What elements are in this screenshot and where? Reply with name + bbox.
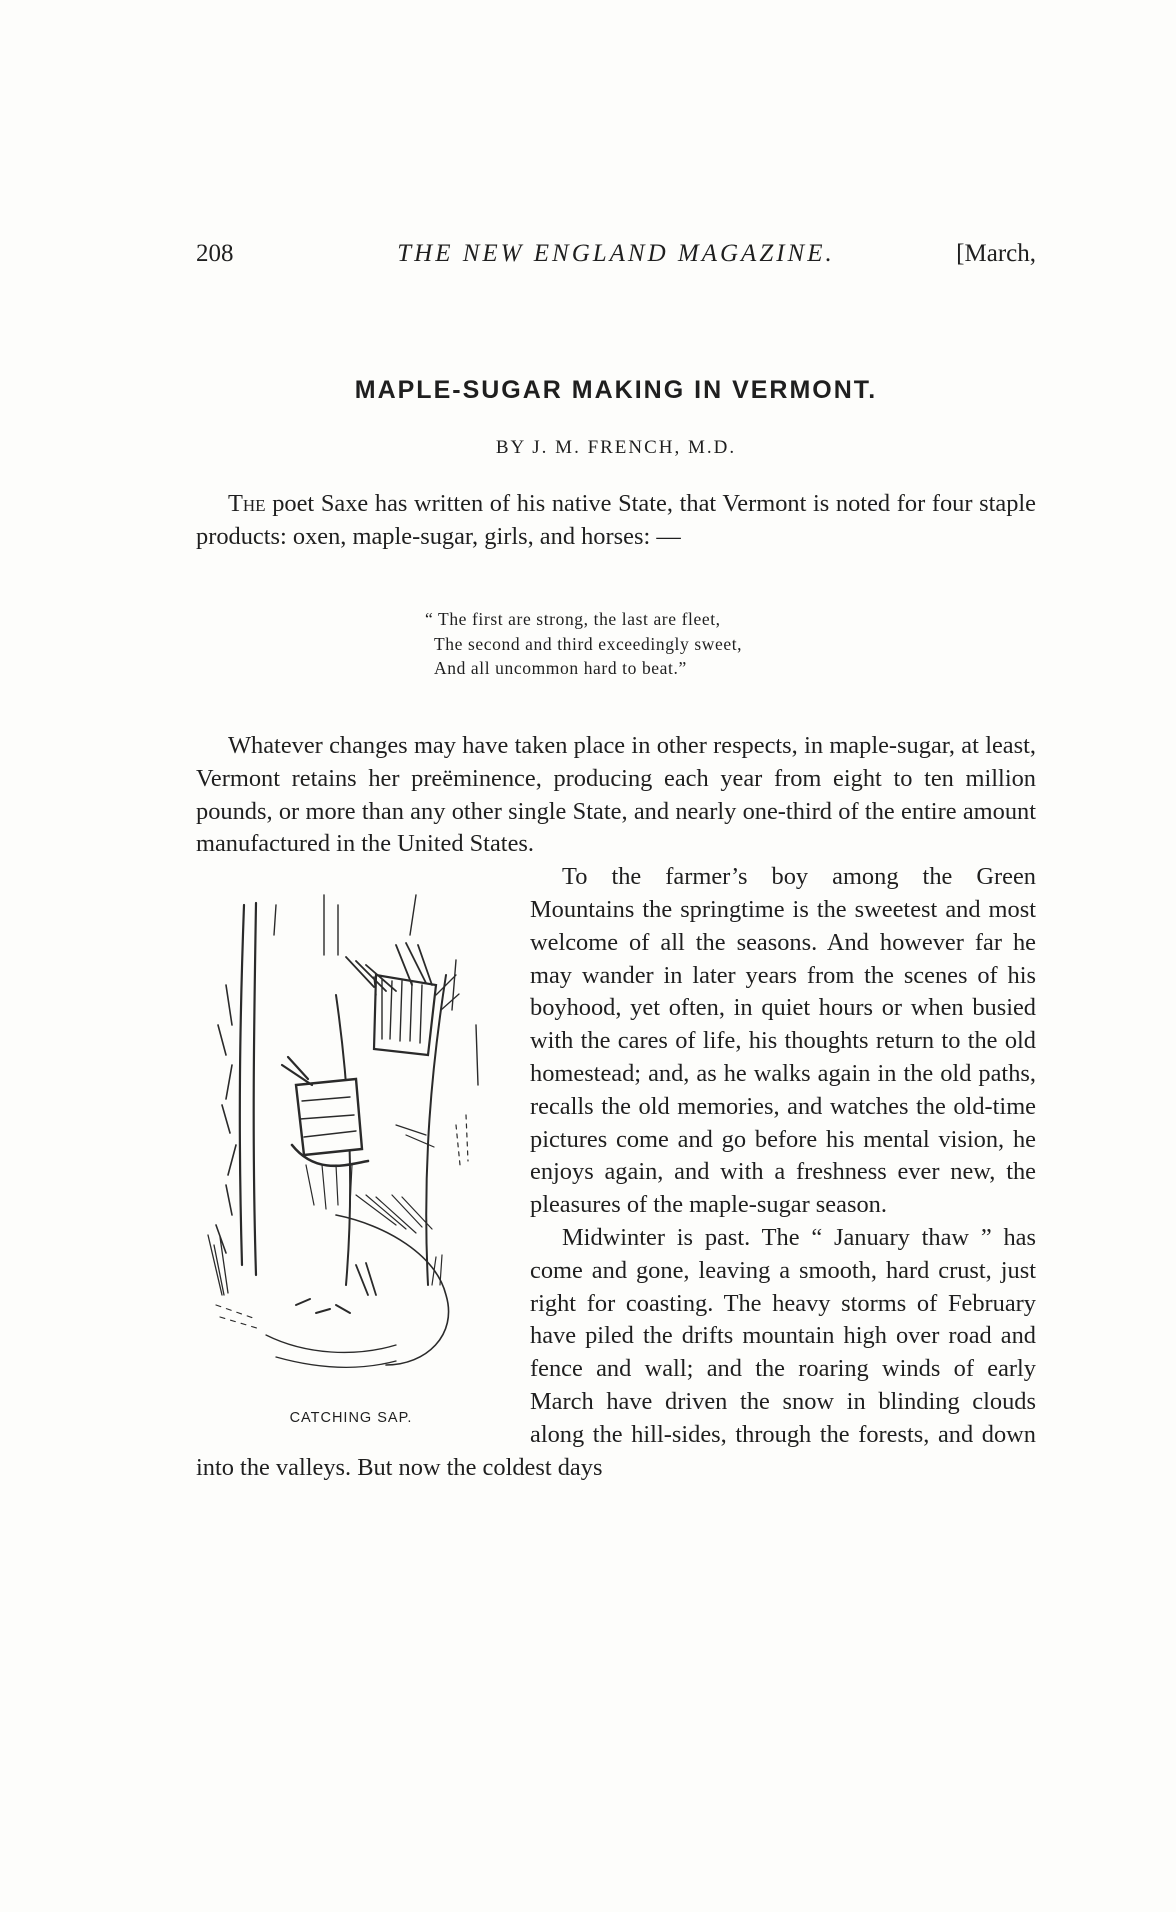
paragraph-preeminence [196,730,1036,861]
catching-sap-figure [196,865,516,1440]
paragraph-text: To the farmer’s boy among the Green Mountains the springtime is the sweetest and most welcome of all the seasons. And however far he may wander in later years from the scenes of his boyhood, yet often, in quiet hours or when busied with the cares of life, his thoughts return to the old homestead; and, as he walks again in the old paths, recalls the old memories, and watches the old-time pictures come and go before his mental vision, he enjoys again, and with a freshness ever new, the pleasures of the maple-sugar season. [530,863,1036,1219]
intro-text [196,488,1036,554]
byline: BY J. M. FRENCH, M.D. [495,437,737,458]
figure-caption: CATCHING SAP. [289,1410,413,1427]
running-head [196,240,1036,280]
sap-bucket-on-maple-tree-illustration [196,865,516,1395]
magazine-title: THE NEW ENGLAND MAGAZINE. [397,240,835,267]
poem-line: And all uncommon hard to beat.” [434,658,687,679]
article-title: MAPLE-SUGAR MAKING IN VERMONT. [354,376,878,404]
article-body [196,730,1036,1484]
poem-quote [425,607,905,681]
paragraph-text: Whatever changes may have taken place in other respects, in maple-sugar, at least, Vermont retains her preëminence, producing each year from eight to ten million pounds, or more than any other single State, and nearly one-third of the entire amount manufactured in the United States. [196,732,1036,858]
page-number: 208 [196,240,234,267]
issue-month: [March, [956,240,1036,267]
paragraph-text: Midwinter is past. The “ January thaw ” has come and gone, leaving a smooth, hard crust, just right for coasting. The heavy storms of February have piled the drifts mountain high over road and fence and wall; and the roaring winds of early March have driven the snow in blinding clouds along the hill-sides, through the forests, and down into the valleys. But now the coldest days [196,1223,1036,1481]
drop-lead-word: The [228,490,266,517]
intro-paragraph [196,488,1036,554]
poem-line: “ The first are strong, the last are fleet, [425,609,721,629]
intro-body: poet Saxe has written of his native State, that Vermont is noted for four staple products: oxen, maple-sugar, girls, and horses: — [196,490,1036,550]
poem-line: The second and third exceedingly sweet, [434,633,743,654]
